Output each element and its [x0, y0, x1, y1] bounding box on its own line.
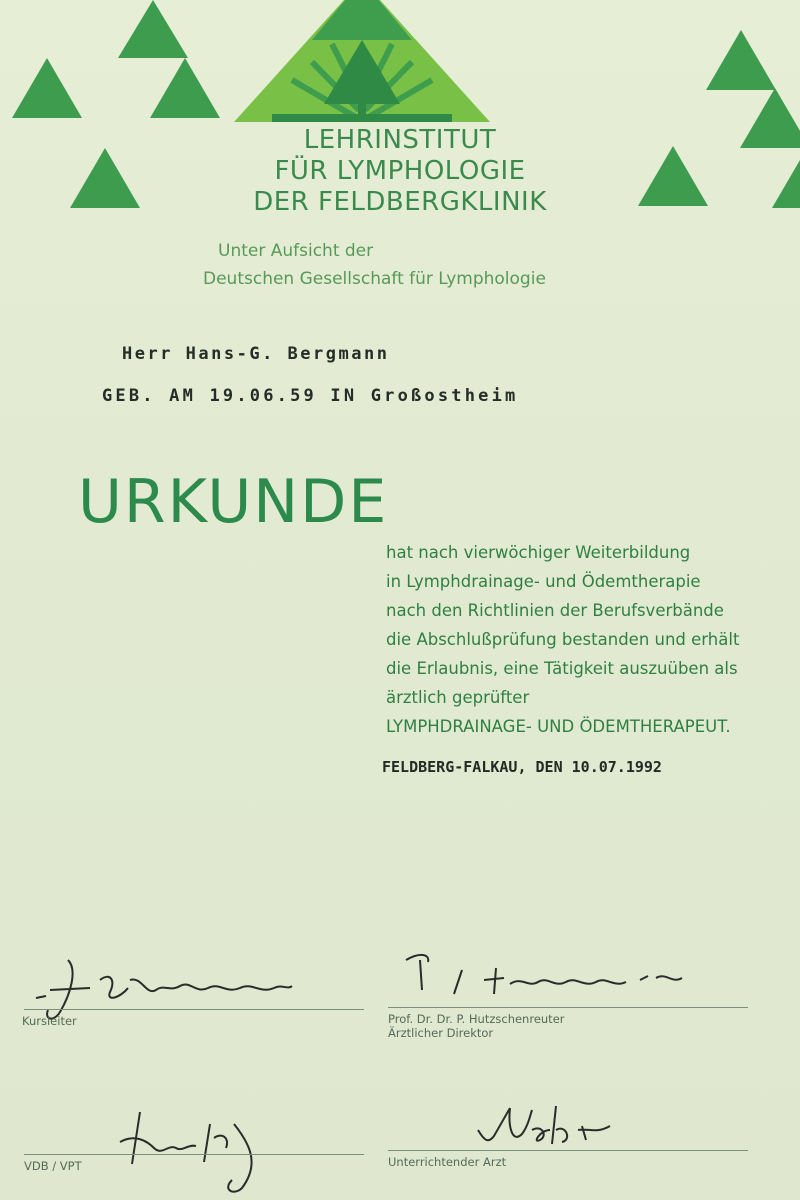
signature-association [110, 1104, 270, 1194]
certificate-title: URKUNDE [78, 467, 389, 537]
body-line: ärztlich geprüfter [386, 688, 530, 707]
signature-line-teaching-doctor [388, 1150, 748, 1151]
signature-teaching-doctor [470, 1100, 640, 1160]
triangle-ornament-right-2 [740, 88, 800, 150]
signature-line-director [388, 1007, 748, 1008]
institute-name-line-3: DER FELDBERGKLINIK [253, 187, 547, 217]
label-director-title: Ärztlicher Direktor [388, 1026, 494, 1040]
place-date: FELDBERG-FALKAU, DEN 10.07.1992 [382, 758, 662, 776]
label-director-name: Prof. Dr. Dr. P. Hutzschenreuter [388, 1012, 565, 1026]
signature-line-course-leader [24, 1009, 364, 1010]
body-line: in Lymphdrainage- und Ödemtherapie [386, 572, 701, 591]
label-teaching-doctor: Unterrichtender Arzt [388, 1155, 507, 1169]
body-line: nach den Richtlinien der Berufsverbände [386, 601, 724, 620]
body-line-profession: LYMPHDRAINAGE- UND ÖDEMTHERAPEUT. [386, 717, 731, 736]
signature-line-association [24, 1154, 364, 1155]
triangle-ornament-left-1 [12, 58, 82, 120]
triangle-ornament-right-1 [706, 30, 776, 92]
institute-name-line-1: LEHRINSTITUT [303, 125, 497, 155]
body-line: die Erlaubnis, eine Tätigkeit auszuüben als [386, 659, 738, 678]
recipient-birth-info: GEB. AM 19.06.59 IN Großostheim [102, 386, 519, 406]
triangle-ornament-left-3 [70, 148, 140, 210]
triangle-ornament-right-4 [772, 148, 800, 210]
institute-name-line-2: FÜR LYMPHOLOGIE [274, 156, 526, 186]
recipient-name: Herr Hans-G. Bergmann [122, 344, 390, 364]
institute-logo [232, 0, 492, 125]
triangle-ornament-right-3 [638, 146, 708, 208]
body-line: hat nach vierwöchiger Weiterbildung [386, 543, 691, 562]
label-association: VDB / VPT [24, 1159, 82, 1173]
supervision-line-2: Deutschen Gesellschaft für Lymphologie [203, 269, 546, 289]
body-line: die Abschlußprüfung bestanden und erhält [386, 630, 740, 649]
triangle-ornament-left-top [118, 0, 188, 60]
signature-medical-director [400, 950, 700, 1010]
certificate-body [386, 538, 796, 741]
triangle-ornament-left-2 [150, 58, 220, 120]
label-course-leader: Kursleiter [22, 1014, 77, 1028]
supervision-line-1: Unter Aufsicht der [218, 241, 374, 261]
